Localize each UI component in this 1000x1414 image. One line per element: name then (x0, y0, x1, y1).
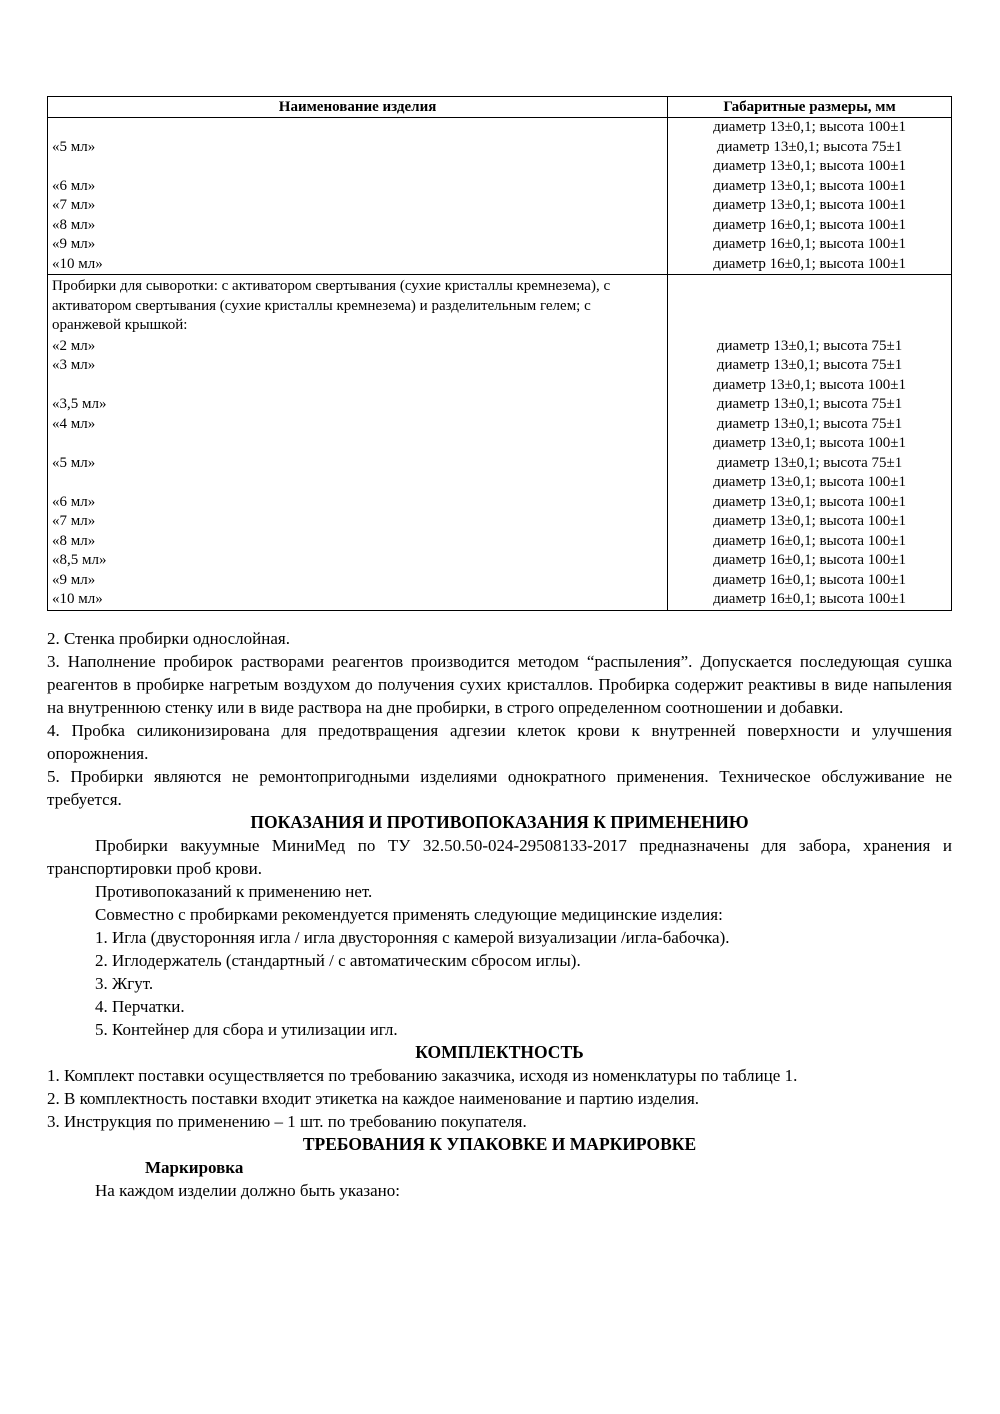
product-dimensions-table (47, 96, 952, 611)
product-name-cell: «7 мл» (48, 512, 668, 532)
table-section-2-description (48, 275, 952, 337)
completeness-item-2: 2. В комплектность поставки входит этикетка на каждое наименование и партию изделия. (47, 1088, 700, 1108)
indications-paragraph-2: Противопоказаний к применению нет. (95, 881, 373, 901)
table-row (48, 337, 952, 357)
product-name-cell: «9 мл» (48, 235, 668, 255)
product-name-cell: «5 мл» (48, 454, 668, 474)
table-row (48, 512, 952, 532)
completeness-item-1: 1. Комплект поставки осуществляется по требованию заказчика, исходя из номенклатуры по таблице 1. (47, 1065, 798, 1085)
table-row (48, 395, 952, 415)
table-row (48, 118, 952, 138)
product-name-cell: «8,5 мл» (48, 551, 668, 571)
table-header-product-name: Наименование изделия (48, 97, 668, 118)
product-name-cell: «6 мл» (48, 177, 668, 197)
product-size-cell: диаметр 13±0,1; высота 75±1 (668, 395, 952, 415)
empty-size-cell (668, 275, 952, 337)
document-body (47, 627, 952, 1202)
product-size-cell: диаметр 16±0,1; высота 100±1 (668, 216, 952, 236)
product-name-cell: «3 мл» (48, 356, 668, 376)
table-row (48, 196, 952, 216)
product-size-cell: диаметр 13±0,1; высота 100±1 (668, 493, 952, 513)
product-size-cell: диаметр 13±0,1; высота 100±1 (668, 512, 952, 532)
table-row (48, 571, 952, 591)
product-size-cell: диаметр 13±0,1; высота 100±1 (668, 177, 952, 197)
recommended-device-item-3: 3. Жгут. (95, 973, 154, 993)
product-size-cell: диаметр 13±0,1; высота 100±1 (668, 157, 952, 177)
product-size-cell: диаметр 13±0,1; высота 75±1 (668, 337, 952, 357)
product-size-cell: диаметр 13±0,1; высота 100±1 (668, 118, 952, 138)
product-size-cell: диаметр 13±0,1; высота 100±1 (668, 434, 952, 454)
product-name-cell: «8 мл» (48, 532, 668, 552)
table-row (48, 532, 952, 552)
table-section-2 (48, 337, 952, 611)
recommended-device-item-5: 5. Контейнер для сбора и утилизации игл. (95, 1019, 398, 1039)
table-section-1 (48, 118, 952, 275)
product-size-cell: диаметр 13±0,1; высота 75±1 (668, 138, 952, 158)
product-name-cell (48, 376, 668, 396)
product-name-cell: «6 мл» (48, 493, 668, 513)
recommended-device-item-4: 4. Перчатки. (95, 996, 185, 1016)
product-name-cell: «10 мл» (48, 590, 668, 610)
product-size-cell: диаметр 13±0,1; высота 75±1 (668, 415, 952, 435)
table-row (48, 275, 952, 337)
product-name-cell (48, 473, 668, 493)
product-name-cell: «10 мл» (48, 255, 668, 275)
product-size-cell: диаметр 13±0,1; высота 100±1 (668, 376, 952, 396)
completeness-heading: КОМПЛЕКТНОСТЬ (415, 1041, 584, 1062)
construction-note-5: 5. Пробирки являются не ремонтопригодными изделиями однократного применения. Техническое обслуживание не требуется. (47, 766, 952, 809)
table-row (48, 473, 952, 493)
construction-note-2: 2. Стенка пробирки однослойная. (47, 628, 290, 648)
product-name-cell (48, 157, 668, 177)
product-size-cell: диаметр 16±0,1; высота 100±1 (668, 571, 952, 591)
product-name-cell (48, 118, 668, 138)
product-name-cell: «5 мл» (48, 138, 668, 158)
table-row (48, 454, 952, 474)
product-size-cell: диаметр 13±0,1; высота 100±1 (668, 473, 952, 493)
indications-paragraph-3: Совместно с пробирками рекомендуется применять следующие медицинские изделия: (95, 904, 723, 924)
table-row (48, 138, 952, 158)
product-name-cell (48, 434, 668, 454)
product-size-cell: диаметр 16±0,1; высота 100±1 (668, 551, 952, 571)
product-size-cell: диаметр 16±0,1; высота 100±1 (668, 235, 952, 255)
serum-tubes-description: Пробирки для сыворотки: с активатором свертывания (сухие кристаллы кремнезема), с активатором свертывания (сухие кристаллы кремнезема) и разделительным гелем; с оранжевой крышкой: (48, 275, 668, 337)
table-row (48, 157, 952, 177)
recommended-device-item-1: 1. Игла (двусторонняя игла / игла двусторонняя с камерой визуализации /игла-бабочка). (95, 927, 730, 947)
table-row (48, 177, 952, 197)
table-row (48, 376, 952, 396)
table-row (48, 255, 952, 275)
indications-paragraph-1: Пробирки вакуумные МиниМед по ТУ 32.50.50-024-29508133-2017 предназначены для забора, хранения и транспортировки проб крови. (47, 835, 952, 878)
product-size-cell: диаметр 13±0,1; высота 75±1 (668, 356, 952, 376)
product-name-cell: «8 мл» (48, 216, 668, 236)
table-row (48, 590, 952, 610)
table-row (48, 415, 952, 435)
product-name-cell: «4 мл» (48, 415, 668, 435)
product-size-cell: диаметр 13±0,1; высота 100±1 (668, 196, 952, 216)
table-header-dimensions: Габаритные размеры, мм (668, 97, 952, 118)
product-name-cell: «2 мл» (48, 337, 668, 357)
marking-subheading: Маркировка (145, 1157, 244, 1177)
marking-paragraph-1: На каждом изделии должно быть указано: (95, 1180, 400, 1200)
packaging-heading: ТРЕБОВАНИЯ К УПАКОВКЕ И МАРКИРОВКЕ (302, 1133, 697, 1154)
product-name-cell: «3,5 мл» (48, 395, 668, 415)
indications-heading: ПОКАЗАНИЯ И ПРОТИВОПОКАЗАНИЯ К ПРИМЕНЕНИЮ (250, 811, 749, 832)
product-name-cell: «9 мл» (48, 571, 668, 591)
construction-note-3: 3. Наполнение пробирок растворами реагентов производится методом “распыления”. Допускается последующая сушка реагентов в пробирке нагретым воздухом до получения сухих кристаллов. Пробирка содержит реактивы в виде напыления на внутреннюю стенку или в виде раствора на дне пробирки, в строго определенном соотношении и добавки. (47, 651, 952, 717)
product-size-cell: диаметр 13±0,1; высота 75±1 (668, 454, 952, 474)
product-size-cell: диаметр 16±0,1; высота 100±1 (668, 532, 952, 552)
table-row (48, 551, 952, 571)
recommended-device-item-2: 2. Иглодержатель (стандартный / с автоматическим сбросом иглы). (95, 950, 581, 970)
table-row (48, 434, 952, 454)
table-row (48, 216, 952, 236)
product-size-cell: диаметр 16±0,1; высота 100±1 (668, 590, 952, 610)
product-name-cell: «7 мл» (48, 196, 668, 216)
table-row (48, 493, 952, 513)
table-row (48, 356, 952, 376)
table-header-row (48, 97, 952, 118)
table-row (48, 235, 952, 255)
construction-note-4: 4. Пробка силиконизирована для предотвращения адгезии клеток крови к внутренней поверхности и улучшения опорожнения. (47, 720, 952, 763)
completeness-item-3: 3. Инструкция по применению – 1 шт. по требованию покупателя. (47, 1111, 527, 1131)
product-size-cell: диаметр 16±0,1; высота 100±1 (668, 255, 952, 275)
